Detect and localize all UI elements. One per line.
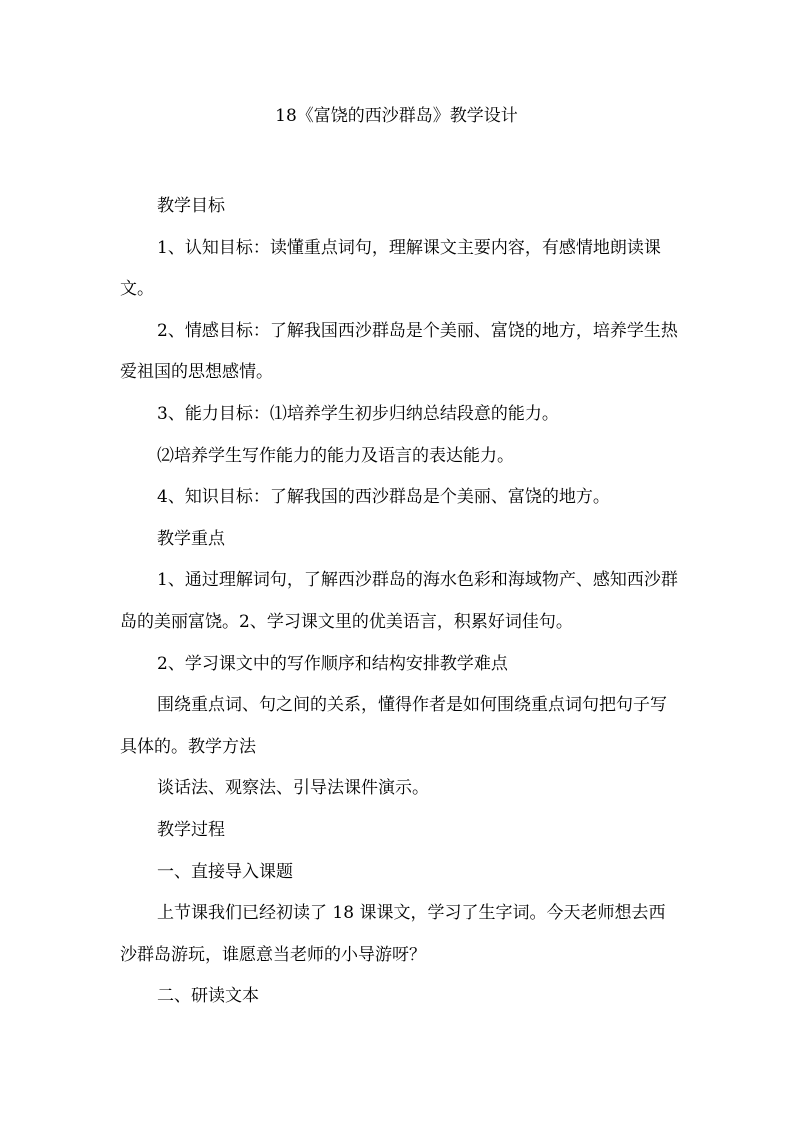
paragraph-key-point-2: 2、学习课文中的写作顺序和结构安排教学难点 (157, 653, 508, 674)
paragraph-step-2: 二、研读文本 (157, 986, 259, 1007)
paragraph-ability-objective-2: ⑵培养学生写作能力的能力及语言的表达能力。 (157, 445, 514, 466)
paragraph-knowledge-objective: 4、知识目标：了解我国的西沙群岛是个美丽、富饶的地方。 (157, 487, 610, 508)
paragraph-ability-objective: 3、能力目标：⑴培养学生初步归纳总结段意的能力。 (157, 403, 559, 424)
section-heading-process: 教学过程 (157, 819, 225, 840)
paragraph-cognitive-objective: 1、认知目标：读懂重点词句，理解课文主要内容，有感情地朗读课文。 (120, 237, 661, 300)
section-heading-key-points: 教学重点 (157, 528, 225, 549)
document-title: 18《富饶的西沙群岛》教学设计 (275, 106, 518, 126)
paragraph-key-point-1: 1、通过理解词句，了解西沙群岛的海水色彩和海域物产、感知西沙群岛的美丽富饶。2、学习课文里的优美语言，积累好词佳句。 (120, 570, 678, 632)
paragraph-difficulty: 围绕重点词、句之间的关系，懂得作者是如何围绕重点词句把句子写具体的。教学方法 (120, 695, 667, 757)
document-body (120, 186, 680, 1018)
paragraph-introduction: 上节课我们已经初读了 18 课课文，学习了生字词。今天老师想去西沙群岛游玩，谁愿意当老师的小导游呀？ (120, 903, 666, 965)
paragraph-methods: 谈话法、观察法、引导法课件演示。 (157, 778, 429, 799)
section-heading-objectives: 教学目标 (157, 196, 225, 216)
paragraph-emotional-objective: 2、情感目标：了解我国西沙群岛是个美丽、富饶的地方，培养学生热爱祖国的思想感情。 (120, 320, 678, 383)
paragraph-step-1: 一、直接导入课题 (157, 861, 293, 882)
